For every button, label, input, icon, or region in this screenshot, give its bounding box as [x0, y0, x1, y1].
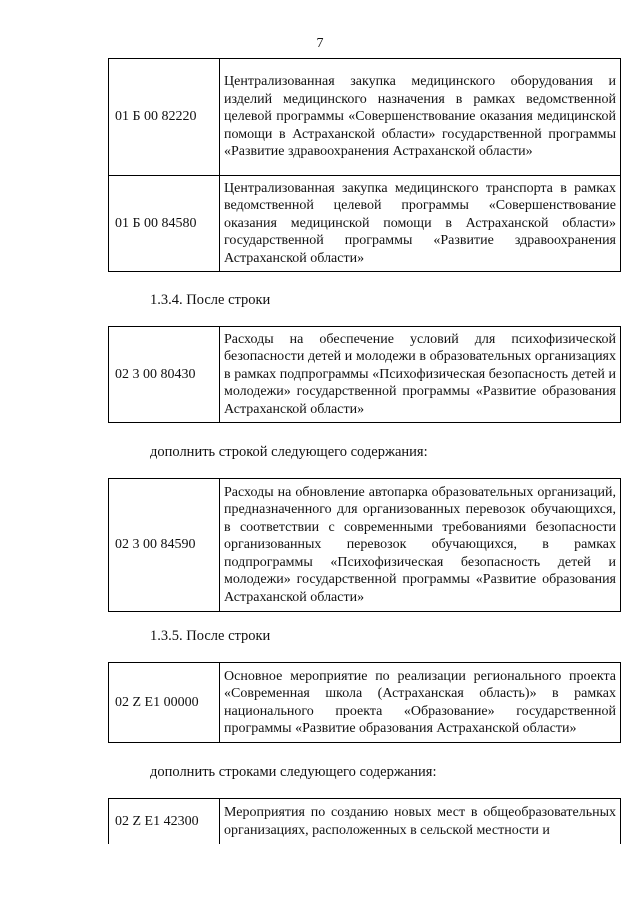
section-heading-134: 1.3.4. После строки — [150, 292, 271, 308]
budget-code: 02 Z E1 42300 — [109, 799, 220, 845]
budget-code-table-5 — [108, 798, 621, 844]
code-description: Расходы на обеспечение условий для психофизической безопасности детей и молодежи в образовательных организациях в рамках подпрограммы «Психофизическая безопасность детей и молодежи» государственной программы «Развитие образования Астраханской области» — [220, 327, 621, 423]
add-rows-instruction: дополнить строками следующего содержания: — [150, 764, 437, 780]
budget-code: 02 Z E1 00000 — [109, 663, 220, 743]
table-row — [109, 663, 621, 743]
budget-code-table-3 — [108, 478, 621, 612]
table-row — [109, 799, 621, 845]
budget-code-table-1 — [108, 58, 621, 272]
table-row — [109, 479, 621, 612]
budget-code-table-5-wrap — [108, 798, 621, 844]
code-description: Расходы на обновление автопарка образовательных организаций, предназначенного для организованных перевозок обучающихся, в соответствии с современными требованиями безопасности организованных перевозок обучающихся, в рамках подпрограммы «Психофизическая безопасность детей и молодежи» государственной программы «Развитие образования Астраханской области» — [220, 479, 621, 612]
code-description: Централизованная закупка медицинского транспорта в рамках ведомственной целевой программы «Совершенствование оказания медицинской помощи в Астраханской области» государственной программы «Развитие здравоохранения Астраханской области» — [220, 176, 621, 272]
page-number: 7 — [316, 36, 324, 51]
section-heading-135: 1.3.5. После строки — [150, 628, 271, 644]
budget-code-table-2 — [108, 326, 621, 423]
table-row — [109, 59, 621, 176]
add-row-instruction: дополнить строкой следующего содержания: — [150, 444, 428, 460]
budget-code: 01 Б 00 82220 — [109, 59, 220, 176]
budget-code: 01 Б 00 84580 — [109, 176, 220, 272]
table-row — [109, 327, 621, 423]
budget-code-table-4 — [108, 662, 621, 743]
budget-code: 02 3 00 84590 — [109, 479, 220, 612]
code-description: Централизованная закупка медицинского оборудования и изделий медицинского назначения в рамках ведомственной целевой программы «Совершенствование оказания медицинской помощи в Астраханской области» государственной программы «Развитие здравоохранения Астраханской области» — [220, 59, 621, 176]
budget-code: 02 3 00 80430 — [109, 327, 220, 423]
code-description: Основное мероприятие по реализации регионального проекта «Современная школа (Астраханская область)» в рамках национального проекта «Образование» государственной программы «Развитие образования Астраханской области» — [220, 663, 621, 743]
table-row — [109, 176, 621, 272]
code-description: Мероприятия по созданию новых мест в общеобразовательных организациях, расположенных в сельской местности и — [220, 799, 621, 845]
